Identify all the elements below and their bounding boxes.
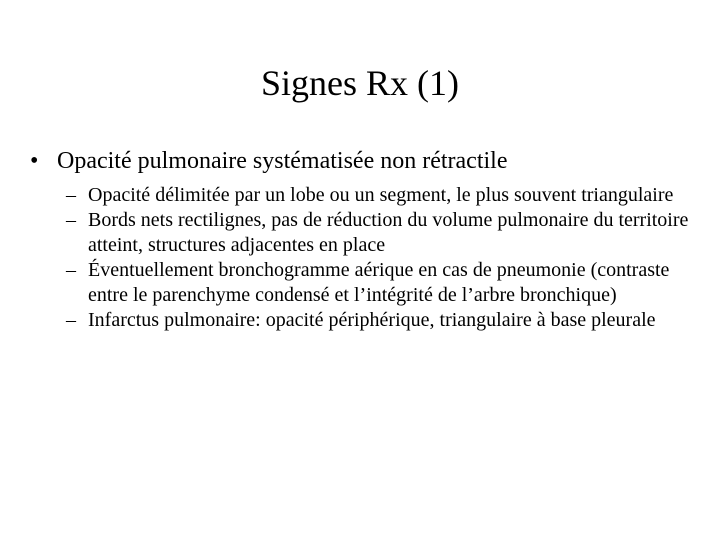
main-bullet-text: Opacité pulmonaire systématisée non rétractile: [57, 148, 508, 174]
sub-bullet-item: [66, 208, 696, 258]
dash-marker: –: [66, 259, 76, 281]
bullet-marker: •: [30, 148, 39, 174]
sub-bullet-text: Infarctus pulmonaire: opacité périphérique, triangulaire à base pleurale: [88, 309, 656, 331]
sub-bullet-item: [66, 308, 696, 333]
dash-marker: –: [66, 309, 76, 331]
sub-bullet-item: [66, 183, 696, 208]
sub-bullet-item: [66, 258, 696, 308]
sub-bullet-text: Opacité délimitée par un lobe ou un segment, le plus souvent triangulaire: [88, 184, 674, 206]
dash-marker: –: [66, 184, 76, 206]
slide-title: Signes Rx (1): [261, 63, 459, 103]
sub-bullet-text: Éventuellement bronchogramme aérique en cas de pneumonie (contraste entre le parenchyme condensé et l’intégrité de l’arbre bronchique): [88, 259, 670, 306]
dash-marker: –: [66, 209, 76, 231]
sub-bullet-list: [66, 183, 696, 333]
sub-bullet-text: Bords nets rectilignes, pas de réduction du volume pulmonaire du territoire atteint, structures adjacentes en place: [88, 209, 689, 256]
